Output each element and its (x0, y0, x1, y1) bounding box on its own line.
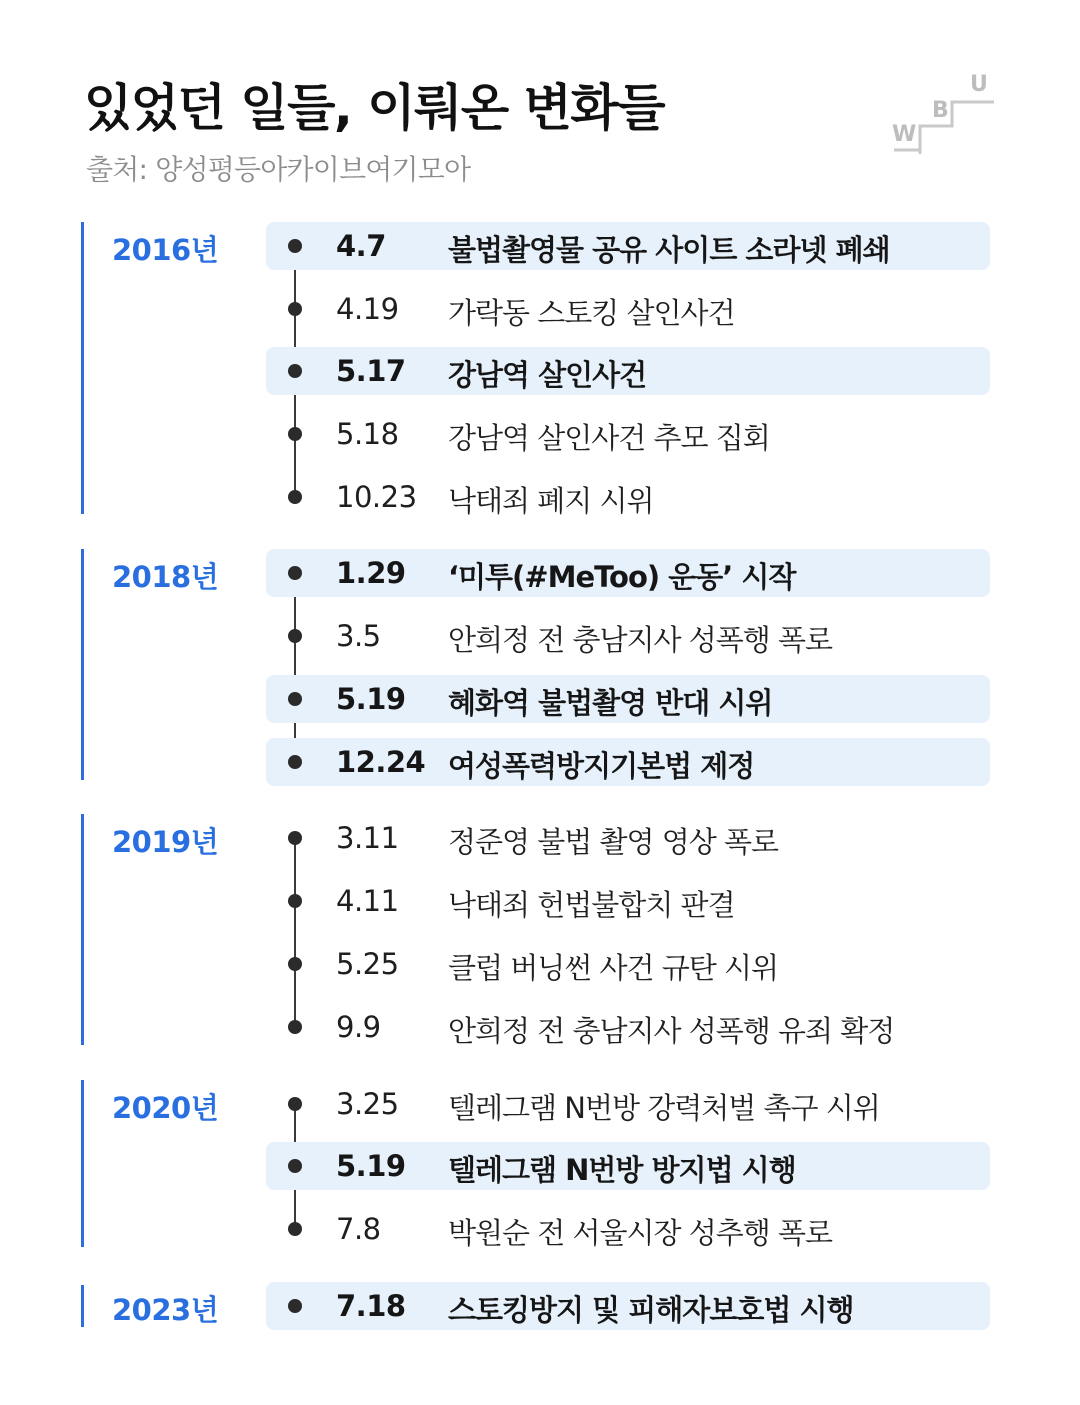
year-label: 2018년 (112, 560, 219, 594)
event-text: 스토킹방지 및 피해자보호법 시행 (448, 1293, 854, 1327)
timeline-dot (288, 490, 302, 504)
event-date: 4.11 (336, 884, 399, 918)
event-date: 5.17 (336, 354, 406, 388)
timeline-event (266, 940, 990, 988)
logo-letter-u: U (970, 72, 988, 97)
timeline-event (266, 675, 990, 723)
timeline-dot (288, 831, 302, 845)
logo-letter-b: B (932, 98, 949, 123)
event-text: 여성폭력방지기본법 제정 (448, 749, 755, 783)
event-text: 가락동 스토킹 살인사건 (448, 296, 735, 330)
year-label: 2023년 (112, 1293, 219, 1327)
event-text: 박원순 전 서울시장 성추행 폭로 (448, 1216, 833, 1250)
event-date: 10.23 (336, 480, 417, 514)
timeline-event (266, 1282, 990, 1330)
timeline-event (266, 1080, 990, 1128)
event-text: ‘미투(#MeToo) 운동’ 시작 (448, 560, 796, 594)
timeline-event (266, 738, 990, 786)
timeline-dot (288, 1159, 302, 1173)
event-text: 불법촬영물 공유 사이트 소라넷 폐쇄 (448, 233, 890, 267)
timeline-dot (288, 1299, 302, 1313)
timeline-dot (288, 1097, 302, 1111)
timeline-dot (288, 1020, 302, 1034)
timeline-event (266, 347, 990, 395)
timeline-line (294, 838, 296, 1027)
wbu-logo (890, 72, 1000, 154)
event-date: 5.19 (336, 1149, 406, 1183)
timeline-event (266, 877, 990, 925)
year-accent-bar (81, 1080, 84, 1247)
timeline-event (266, 473, 990, 521)
event-text: 안희정 전 충남지사 성폭행 폭로 (448, 623, 833, 657)
timeline-event (266, 1142, 990, 1190)
event-date: 3.25 (336, 1087, 399, 1121)
event-date: 4.19 (336, 292, 399, 326)
event-text: 클럽 버닝썬 사건 규탄 시위 (448, 951, 779, 985)
source-caption: 출처: 양성평등아카이브여기모아 (86, 153, 471, 186)
timeline-dot (288, 427, 302, 441)
logo-letter-w: W (892, 122, 917, 147)
event-text: 강남역 살인사건 추모 집회 (448, 421, 770, 455)
event-date: 4.7 (336, 229, 386, 263)
timeline-dot (288, 755, 302, 769)
event-date: 7.18 (336, 1289, 406, 1323)
event-date: 3.11 (336, 821, 399, 855)
year-accent-bar (81, 814, 84, 1045)
year-label: 2016년 (112, 233, 219, 267)
event-date: 3.5 (336, 619, 381, 653)
timeline-event (266, 814, 990, 862)
event-date: 5.18 (336, 417, 399, 451)
year-accent-bar (81, 549, 84, 780)
timeline-dot (288, 364, 302, 378)
event-text: 텔레그램 N번방 강력처벌 촉구 시위 (448, 1091, 880, 1125)
year-accent-bar (81, 222, 84, 514)
timeline-event (266, 285, 990, 333)
event-date: 1.29 (336, 556, 406, 590)
event-text: 안희정 전 충남지사 성폭행 유죄 확정 (448, 1014, 895, 1048)
timeline-event (266, 410, 990, 458)
event-text: 정준영 불법 촬영 영상 폭로 (448, 825, 779, 859)
event-text: 혜화역 불법촬영 반대 시위 (448, 686, 773, 720)
timeline-dot (288, 692, 302, 706)
timeline-dot (288, 302, 302, 316)
year-label: 2019년 (112, 825, 219, 859)
timeline-event (266, 222, 990, 270)
timeline-event (266, 549, 990, 597)
year-label: 2020년 (112, 1091, 219, 1125)
event-text: 낙태죄 헌법불합치 판결 (448, 888, 735, 922)
timeline-event (266, 1003, 990, 1051)
event-date: 7.8 (336, 1212, 381, 1246)
page-title: 있었던 일들, 이뤄온 변화들 (84, 79, 665, 137)
event-text: 텔레그램 N번방 방지법 시행 (448, 1153, 796, 1187)
timeline-event (266, 612, 990, 660)
event-text: 강남역 살인사건 (448, 358, 647, 392)
timeline-dot (288, 1222, 302, 1236)
timeline-dot (288, 629, 302, 643)
timeline-dot (288, 957, 302, 971)
timeline-dot (288, 566, 302, 580)
event-date: 5.25 (336, 947, 399, 981)
year-accent-bar (81, 1285, 84, 1327)
event-date: 5.19 (336, 682, 406, 716)
timeline-dot (288, 239, 302, 253)
timeline-dot (288, 894, 302, 908)
event-date: 9.9 (336, 1010, 381, 1044)
timeline-event (266, 1205, 990, 1253)
event-text: 낙태죄 폐지 시위 (448, 484, 654, 518)
event-date: 12.24 (336, 745, 426, 779)
timeline-line (294, 573, 296, 762)
